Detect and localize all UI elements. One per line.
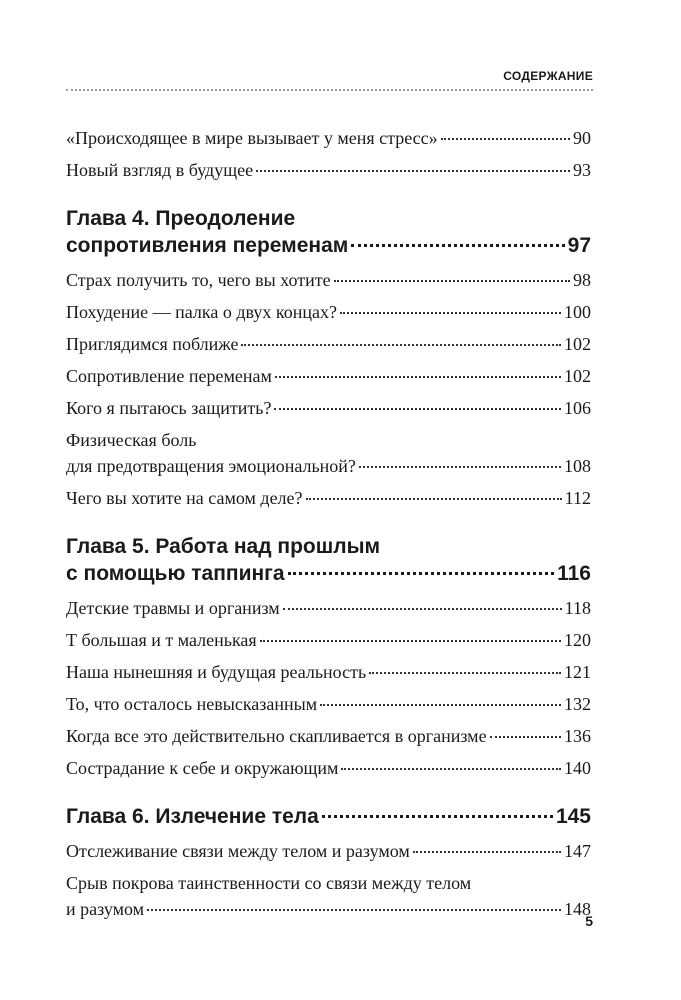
toc-entry[interactable] (66, 752, 591, 784)
toc-entry-page: 112 (564, 488, 591, 508)
toc-entry-line2-row (66, 896, 591, 922)
toc-entry-title-line1: Срыв покрова таинственности со связи между телом (66, 873, 472, 893)
dot-leader (413, 851, 561, 853)
dot-leader (320, 704, 561, 706)
toc-entry[interactable] (66, 328, 591, 360)
dot-leader (275, 376, 561, 378)
toc-entry-page: 106 (564, 398, 591, 418)
chapter-page: 97 (567, 234, 591, 257)
toc-entry[interactable] (66, 360, 591, 392)
toc-entry-page: 140 (564, 758, 591, 778)
toc-entry-title: То, что осталось невысказанным (66, 694, 318, 714)
chapter-page: 145 (555, 805, 591, 828)
dot-leader (241, 344, 561, 346)
toc-entry[interactable] (66, 592, 591, 624)
chapter-title-line1: Глава 4. Преодоление (66, 207, 296, 230)
toc-entry-page: 148 (564, 899, 591, 919)
toc-entry-title-line2: и разумом (66, 899, 145, 919)
chapter-page: 116 (557, 562, 591, 585)
dot-leader (256, 170, 570, 172)
toc-entry-title: Сопротивление переменам (66, 366, 272, 386)
toc-entry-page: 108 (564, 456, 591, 476)
header-dotted-rule (66, 89, 593, 91)
toc-entry-page: 100 (564, 302, 591, 322)
toc-entry-title: Страх получить то, чего вы хотите (66, 270, 331, 290)
toc-entry[interactable] (66, 154, 591, 186)
chapter-title-line2: сопротивления переменам (66, 234, 349, 257)
dot-leader (351, 244, 564, 247)
running-head: СОДЕРЖАНИЕ (503, 69, 593, 83)
chapter-5-heading[interactable] (66, 533, 591, 588)
toc-entry[interactable] (66, 264, 591, 296)
toc-entry-title: Приглядимся поближе (66, 334, 239, 354)
toc-entry[interactable] (66, 482, 591, 514)
chapter-title-line2-row (66, 232, 591, 260)
toc-entry-title: Кого я пытаюсь защитить? (66, 398, 272, 418)
chapter-title-line1: Глава 5. Работа над прошлым (66, 535, 381, 558)
toc-entry[interactable] (66, 835, 591, 867)
dot-leader (283, 608, 562, 610)
dot-leader (341, 768, 561, 770)
toc-entry-page: 90 (573, 128, 591, 148)
dot-leader (306, 498, 562, 500)
toc-entry-multiline[interactable] (66, 870, 591, 922)
chapter-4-heading[interactable] (66, 205, 591, 260)
toc-entry-title: Когда все это действительно скапливается в организме (66, 726, 487, 746)
toc-entry-page: 132 (564, 694, 591, 714)
dot-leader (441, 138, 570, 140)
toc-entry-page: 102 (564, 366, 591, 386)
table-of-contents (66, 122, 591, 925)
chapter-title-line2-row (66, 560, 591, 588)
dot-leader (369, 672, 561, 674)
toc-entry[interactable] (66, 656, 591, 688)
chapter-title-line2: с помощью таппинга (66, 562, 285, 585)
toc-entry[interactable] (66, 392, 591, 424)
toc-entry-page: 147 (564, 841, 591, 861)
toc-entry-title: «Происходящее в мире вызывает у меня стресс» (66, 128, 438, 148)
toc-entry-page: 121 (564, 662, 591, 682)
toc-entry-multiline[interactable] (66, 427, 591, 479)
chapter-title-row (66, 803, 591, 831)
toc-entry-page: 120 (564, 630, 591, 650)
dot-leader (274, 408, 561, 410)
toc-entry-line2-row (66, 453, 591, 479)
toc-entry-page: 136 (564, 726, 591, 746)
dot-leader (359, 466, 561, 468)
toc-entry-page: 93 (573, 160, 591, 180)
toc-entry-title: Новый взгляд в будущее (66, 160, 254, 180)
toc-entry[interactable] (66, 688, 591, 720)
dot-leader (334, 280, 570, 282)
dot-leader (147, 909, 561, 911)
toc-entry-title-line2: для предотвращения эмоциональной? (66, 456, 356, 476)
toc-entry-title: Т большая и т маленькая (66, 630, 257, 650)
toc-entry-title: Похудение — палка о двух концах? (66, 302, 337, 322)
toc-entry-title: Наша нынешняя и будущая реальность (66, 662, 367, 682)
dot-leader (260, 640, 561, 642)
toc-entry-page: 102 (564, 334, 591, 354)
toc-entry-title: Отслеживание связи между телом и разумом (66, 841, 410, 861)
chapter-title: Глава 6. Излечение тела (66, 805, 319, 828)
dot-leader (490, 736, 561, 738)
toc-entry-page: 98 (573, 270, 591, 290)
page-number: 5 (585, 913, 593, 929)
dot-leader (340, 312, 561, 314)
toc-entry-page: 118 (564, 598, 591, 618)
toc-entry[interactable] (66, 296, 591, 328)
dot-leader (322, 815, 553, 818)
toc-entry[interactable] (66, 720, 591, 752)
toc-entry[interactable] (66, 624, 591, 656)
toc-entry-title: Сострадание к себе и окружающим (66, 758, 339, 778)
chapter-6-heading[interactable] (66, 803, 591, 831)
toc-entry-title: Детские травмы и организм (66, 598, 280, 618)
toc-entry-title-line1: Физическая боль (66, 430, 197, 450)
toc-entry-title: Чего вы хотите на самом деле? (66, 488, 303, 508)
dot-leader (288, 572, 555, 575)
toc-entry[interactable] (66, 122, 591, 154)
